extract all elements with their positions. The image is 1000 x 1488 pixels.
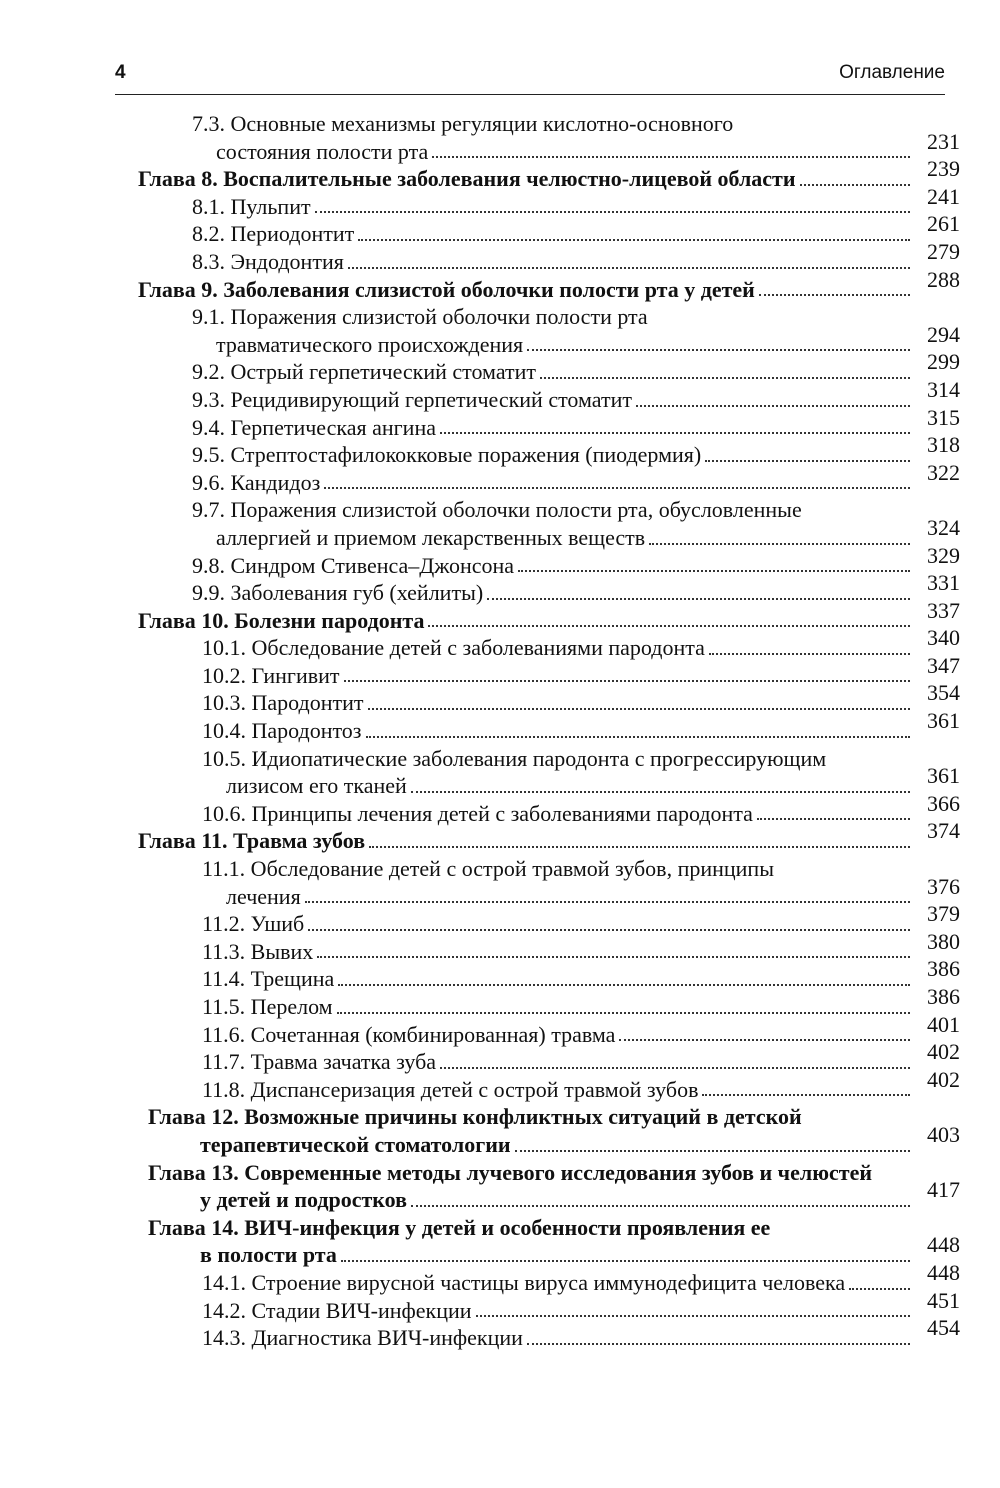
dot-leader bbox=[348, 267, 910, 269]
page-ref: 324 bbox=[927, 514, 960, 540]
page-ref: 379 bbox=[927, 901, 960, 927]
toc-entry-10-5-cont: лизисом его тканей 361 bbox=[226, 763, 960, 799]
dot-leader bbox=[411, 791, 910, 793]
toc-entry-9-6: 9.6. Кандидоз 322 bbox=[192, 459, 960, 495]
toc-chapter-9: Глава 9. Заболевания слизистой оболочки полости рта у детей 288 bbox=[138, 266, 960, 302]
dot-leader bbox=[759, 294, 910, 296]
dot-leader bbox=[341, 1260, 910, 1262]
page-ref: 315 bbox=[927, 404, 960, 430]
page-ref: 374 bbox=[927, 818, 960, 844]
dot-leader bbox=[636, 405, 910, 407]
page-ref: 361 bbox=[927, 708, 960, 734]
dot-leader bbox=[487, 598, 910, 600]
page-ref: 448 bbox=[927, 1259, 960, 1285]
toc-entry-9-7: 9.7. Поражения слизистой оболочки полости рта, обусловленные bbox=[192, 497, 802, 523]
dot-leader bbox=[432, 156, 910, 158]
page-ref: 299 bbox=[927, 349, 960, 375]
dot-leader bbox=[540, 377, 910, 379]
toc-chapter-8: Глава 8. Воспалительные заболевания челюстно-лицевой области 239 bbox=[138, 156, 960, 192]
dot-leader bbox=[705, 460, 910, 462]
dot-leader bbox=[324, 487, 910, 489]
dot-leader bbox=[369, 846, 910, 848]
toc-chapter-14: Глава 14. ВИЧ-инфекция у детей и особенности проявления ее bbox=[148, 1214, 771, 1240]
page-ref: 261 bbox=[927, 211, 960, 237]
page-ref: 401 bbox=[927, 1011, 960, 1037]
toc-entry-9-2: 9.2. Острый герпетический стоматит 299 bbox=[192, 349, 960, 385]
page-ref: 241 bbox=[927, 183, 960, 209]
dot-leader bbox=[344, 680, 911, 682]
toc-entry-7-3: 7.3. Основные механизмы регуляции кислотно-основного bbox=[192, 111, 734, 136]
dot-leader bbox=[337, 1012, 910, 1014]
toc-entry-8-1: 8.1. Пульпит 241 bbox=[192, 183, 960, 219]
dot-leader bbox=[428, 625, 910, 627]
page-ref: 402 bbox=[927, 1039, 960, 1065]
toc-entry-10-6: 10.6. Принципы лечения детей с заболеваниями пародонта 366 bbox=[202, 790, 960, 826]
page-ref: 340 bbox=[927, 625, 960, 651]
running-title: Оглавление bbox=[839, 62, 945, 83]
dot-leader bbox=[308, 929, 910, 931]
toc-entry-10-5: 10.5. Идиопатические заболевания пародонта с прогрессирующим bbox=[202, 745, 827, 771]
toc-entry-10-4: 10.4. Пародонтоз 361 bbox=[202, 708, 960, 744]
page-ref: 231 bbox=[927, 128, 960, 154]
toc-chapter-12: Глава 12. Возможные причины конфликтных ситуаций в детской bbox=[148, 1104, 802, 1130]
dot-leader bbox=[440, 1067, 910, 1069]
page-ref: 314 bbox=[927, 376, 960, 402]
page-ref: 380 bbox=[927, 928, 960, 954]
toc-entry-9-7-cont: аллергией и приемом лекарственных веществ 324 bbox=[216, 514, 960, 550]
dot-leader bbox=[476, 1315, 910, 1317]
toc-entry-11-2: 11.2. Ушиб 379 bbox=[202, 901, 960, 937]
dot-leader bbox=[338, 984, 910, 986]
page-ref: 331 bbox=[927, 570, 960, 596]
page-ref: 376 bbox=[927, 873, 960, 899]
page-ref: 329 bbox=[927, 542, 960, 568]
toc-chapter-12-cont: терапевтической стоматологии 403 bbox=[200, 1121, 960, 1157]
page-ref: 386 bbox=[927, 956, 960, 982]
page-ref: 239 bbox=[927, 156, 960, 182]
toc-entry-8-3: 8.3. Эндодонтия 279 bbox=[192, 238, 960, 274]
toc-entry-9-9: 9.9. Заболевания губ (хейлиты) 331 bbox=[192, 570, 960, 606]
dot-leader bbox=[315, 211, 910, 213]
page-ref: 318 bbox=[927, 432, 960, 458]
page-ref: 288 bbox=[927, 266, 960, 292]
page-ref: 454 bbox=[927, 1315, 960, 1341]
dot-leader bbox=[305, 901, 910, 903]
page-number: 4 bbox=[115, 62, 126, 83]
page-ref: 366 bbox=[927, 790, 960, 816]
toc-entry-9-5: 9.5. Стрептостафилококковые поражения (пиодермия) 318 bbox=[192, 432, 960, 468]
dot-leader bbox=[518, 570, 910, 572]
dot-leader bbox=[368, 708, 911, 710]
page-ref: 402 bbox=[927, 1066, 960, 1092]
table-of-contents bbox=[138, 110, 960, 1352]
dot-leader bbox=[527, 1343, 910, 1345]
toc-chapter-13-cont: у детей и подростков 417 bbox=[200, 1177, 960, 1213]
page-ref: 347 bbox=[927, 652, 960, 678]
toc-entry-7-3-cont: состояния полости рта 231 bbox=[216, 128, 960, 164]
page-ref: 386 bbox=[927, 984, 960, 1009]
dot-leader bbox=[649, 543, 910, 545]
page-ref: 361 bbox=[927, 763, 960, 789]
toc-entry-9-8: 9.8. Синдром Стивенса–Джонсона 329 bbox=[192, 542, 960, 578]
dot-leader bbox=[619, 1039, 910, 1041]
dot-leader bbox=[515, 1150, 910, 1152]
toc-chapter-11: Глава 11. Травма зубов 374 bbox=[138, 818, 960, 854]
toc-entry-9-1-cont: травматического происхождения 294 bbox=[216, 321, 960, 357]
page-ref: 294 bbox=[927, 321, 960, 347]
toc-entry-14-3: 14.3. Диагностика ВИЧ-инфекции 454 bbox=[202, 1315, 960, 1351]
page-ref: 451 bbox=[927, 1287, 960, 1313]
toc-entry-10-1: 10.1. Обследование детей с заболеваниями пародонта 340 bbox=[202, 625, 960, 661]
page-ref: 448 bbox=[927, 1232, 960, 1258]
dot-leader bbox=[440, 432, 910, 434]
toc-entry-11-1-cont: лечения 376 bbox=[226, 873, 960, 909]
page-ref: 322 bbox=[927, 459, 960, 485]
dot-leader bbox=[849, 1288, 910, 1290]
page-ref: 417 bbox=[927, 1177, 960, 1203]
dot-leader bbox=[702, 1094, 910, 1096]
page-ref: 403 bbox=[927, 1121, 960, 1147]
toc-chapter-13: Глава 13. Современные методы лучевого исследования зубов и челюстей bbox=[148, 1159, 873, 1185]
toc-entry-8-2: 8.2. Периодонтит 261 bbox=[192, 211, 960, 247]
toc-entry-11-4: 11.4. Трещина 386 bbox=[202, 956, 960, 992]
toc-entry-10-3: 10.3. Пародонтит 354 bbox=[202, 680, 960, 716]
dot-leader bbox=[757, 818, 910, 820]
toc-entry-11-5: 11.5. Перелом 386 bbox=[202, 984, 960, 1019]
dot-leader bbox=[800, 184, 910, 186]
dot-leader bbox=[358, 239, 910, 241]
dot-leader bbox=[411, 1205, 910, 1207]
toc-entry-9-4: 9.4. Герпетическая ангина 315 bbox=[192, 404, 960, 440]
toc-entry-14-1: 14.1. Строение вирусной частицы вируса иммунодефицита человека 448 bbox=[202, 1259, 960, 1295]
toc-entry-9-3: 9.3. Рецидивирующий герпетический стоматит 314 bbox=[192, 376, 960, 412]
toc-chapter-10: Глава 10. Болезни пародонта 337 bbox=[138, 597, 960, 633]
toc-entry-11-1: 11.1. Обследование детей с острой травмой зубов, принципы bbox=[202, 856, 774, 882]
toc-chapter-14-cont: в полости рта 448 bbox=[200, 1232, 960, 1268]
toc-entry-10-2: 10.2. Гингивит 347 bbox=[202, 652, 960, 688]
toc-entry-14-2: 14.2. Стадии ВИЧ-инфекции 451 bbox=[202, 1287, 960, 1323]
toc-entry-11-3: 11.3. Вывих 380 bbox=[202, 928, 960, 964]
page-ref: 279 bbox=[927, 238, 960, 264]
toc-entry-9-1: 9.1. Поражения слизистой оболочки полости рта bbox=[192, 304, 648, 330]
toc-entry-11-7: 11.7. Травма зачатка зуба 402 bbox=[202, 1039, 960, 1075]
dot-leader bbox=[366, 736, 911, 738]
toc-entry-11-6: 11.6. Сочетанная (комбинированная) травма 401 bbox=[202, 1011, 960, 1047]
page-ref: 337 bbox=[927, 597, 960, 623]
dot-leader bbox=[527, 349, 910, 351]
page-header bbox=[115, 60, 945, 95]
dot-leader bbox=[709, 653, 910, 655]
dot-leader bbox=[317, 956, 910, 958]
page-ref: 354 bbox=[927, 680, 960, 706]
toc-entry-11-8: 11.8. Диспансеризация детей с острой травмой зубов 402 bbox=[202, 1066, 960, 1102]
